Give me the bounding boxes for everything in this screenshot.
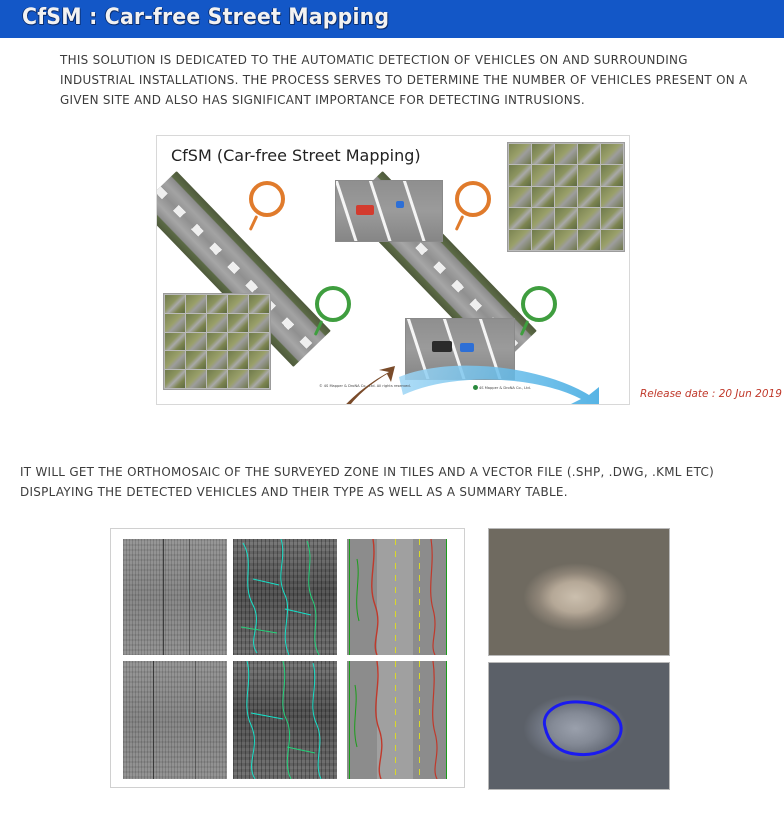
- panel-crack-detection-top: [233, 539, 337, 655]
- intro-paragraph: THIS SOLUTION IS DEDICATED TO THE AUTOMATIC DETECTION OF VEHICLES ON AND SURROUNDING INDUSTRIAL INSTALLATIONS. THE PROCESS SERVES TO DETERMINE THE NUMBER OF VEHICLES PRESENT ON A GIVEN SITE AND ALSO HAS SIGNIFICANT IMPORTANCE FOR DETECTING INTRUSIONS.: [60, 53, 748, 107]
- marker-orange-left-tail-icon: [249, 215, 258, 231]
- detected-vehicle-red: [356, 205, 374, 215]
- marker-green-left-icon: [315, 286, 351, 322]
- detected-vehicle-blue: [396, 201, 404, 208]
- panel-orthomosaic-top-left: [123, 539, 227, 655]
- marker-orange-left-icon: [249, 181, 285, 217]
- inset-photo-vehicles-top: [335, 180, 443, 242]
- photo-pothole-annotated: [488, 662, 670, 790]
- figure-credit-left: © 4S Mapper & DroNA Co., Ltd. All rights reserved.: [319, 384, 411, 388]
- detected-vehicle-dark: [432, 341, 452, 352]
- tile-grid-right: [507, 142, 625, 252]
- figure-cfsm-poster: [156, 135, 630, 405]
- tile-grid-left: [163, 293, 271, 390]
- panel-lane-vector-bottom: [343, 661, 453, 779]
- release-date-label: Release date : 20 Jun 2019: [640, 388, 782, 400]
- panel-container: [110, 528, 465, 788]
- pothole-outline-annotation-icon: [531, 697, 629, 759]
- panel-lane-vector-top: [343, 539, 453, 655]
- page-title: CfSM : Car-free Street Mapping: [22, 5, 390, 30]
- blue-flow-arrow-icon: [393, 361, 613, 405]
- marker-green-right-icon: [521, 286, 557, 322]
- marker-orange-right-tail-icon: [455, 215, 464, 231]
- detected-vehicle-blue2: [460, 343, 474, 352]
- figure-title: CfSM (Car-free Street Mapping): [171, 146, 421, 165]
- photo-pothole-raw: [488, 528, 670, 656]
- figure-orthomosaic-outputs: [110, 528, 670, 800]
- panel-orthomosaic-bottom-left: [123, 661, 227, 779]
- figure-credit-right: 4S Mapper & DroNA Co., Ltd.: [479, 386, 531, 390]
- company-logo-icon: [473, 385, 478, 390]
- marker-orange-right-icon: [455, 181, 491, 217]
- panel-crack-detection-bottom: [233, 661, 337, 779]
- output-description-paragraph: IT WILL GET THE ORTHOMOSAIC OF THE SURVEYED ZONE IN TILES AND A VECTOR FILE (.SHP, .DWG, .KML ETC) DISPLAYING THE DETECTED VEHICLES AND THEIR TYPE AS WELL AS A SUMMARY TABLE.: [20, 465, 715, 499]
